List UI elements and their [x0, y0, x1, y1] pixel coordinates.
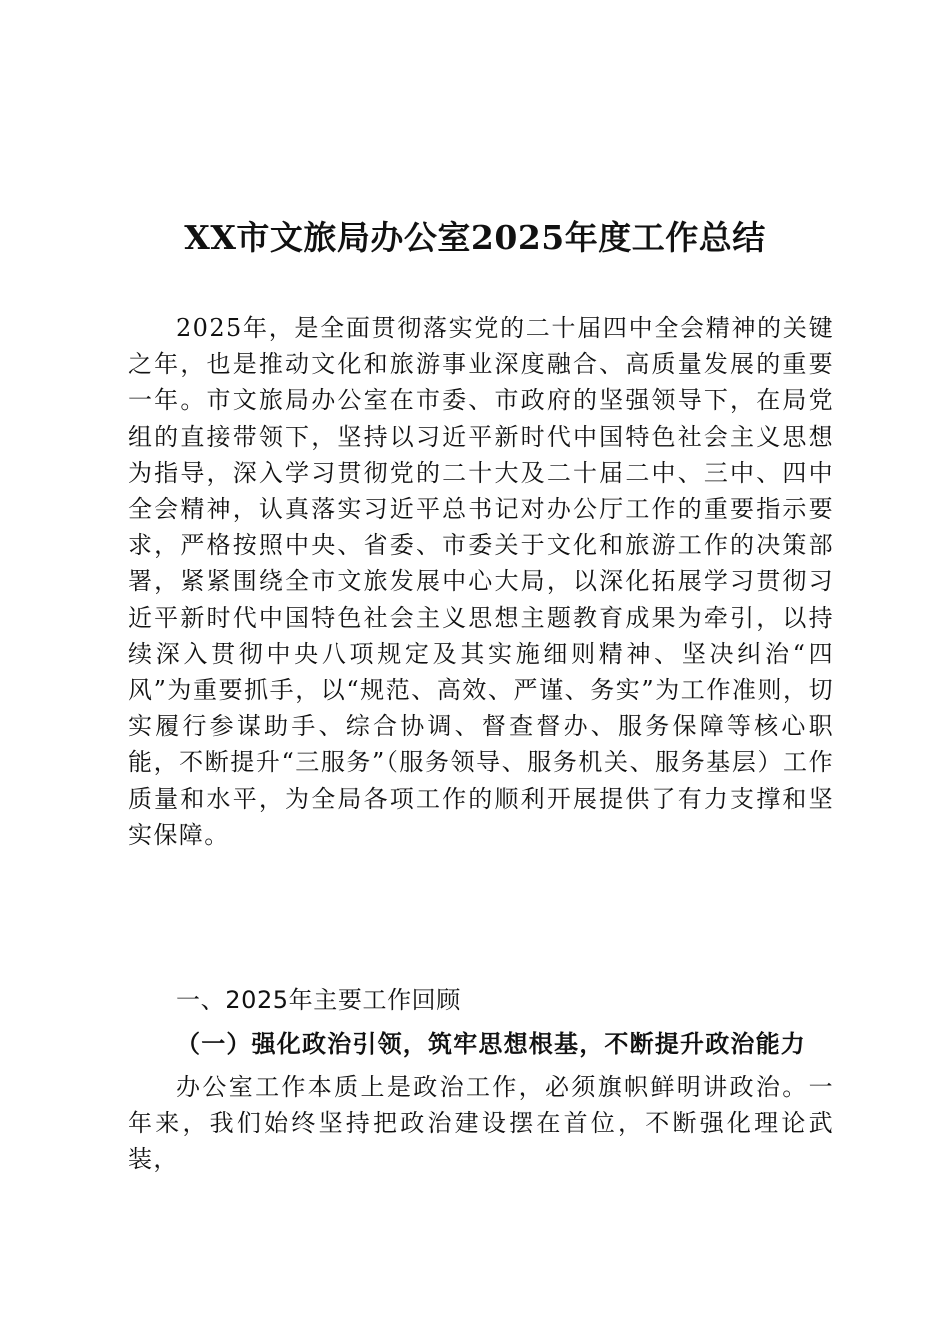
subsection-paragraph: 办公室工作本质上是政治工作，必须旗帜鲜明讲政治。一年来，我们始终坚持把政治建设摆在首位，不断强化理论武装， [128, 1073, 834, 1174]
section-heading: 一、2025年主要工作回顾 [176, 986, 461, 1014]
subsection-heading: （一）强化政治引领，筑牢思想根基，不断提升政治能力 [176, 1029, 806, 1058]
intro-paragraph: 2025年，是全面贯彻落实党的二十届四中全会精神的关键之年，也是推动文化和旅游事业深度融合、高质量发展的重要一年。市文旅局办公室在市委、市政府的坚强领导下，在局党组的直接带领下，坚持以习近平新时代中国特色社会主义思想为指导，深入学习贯彻党的二十大及二十届二中、三中、四中全会精神，认真落实习近平总书记对办公厅工作的重要指示要求，严格按照中央、省委、市委关于文化和旅游工作的决策部署，紧紧围绕全市文旅发展中心大局，以深化拓展学习贯彻习近平新时代中国特色社会主义思想主题教育成果为牵引，以持续深入贯彻中央八项规定及其实施细则精神、坚决纠治“四风”为重要抓手，以“规范、高效、严谨、务实”为工作准则，切实履行参谋助手、综合协调、督查督办、服务保障等核心职能，不断提升“三服务”（服务领导、服务机关、服务基层）工作质量和水平，为全局各项工作的顺利开展提供了有力支撑和坚实保障。 [128, 314, 834, 849]
document-title: XX市文旅局办公室2025年度工作总结 [184, 218, 766, 257]
